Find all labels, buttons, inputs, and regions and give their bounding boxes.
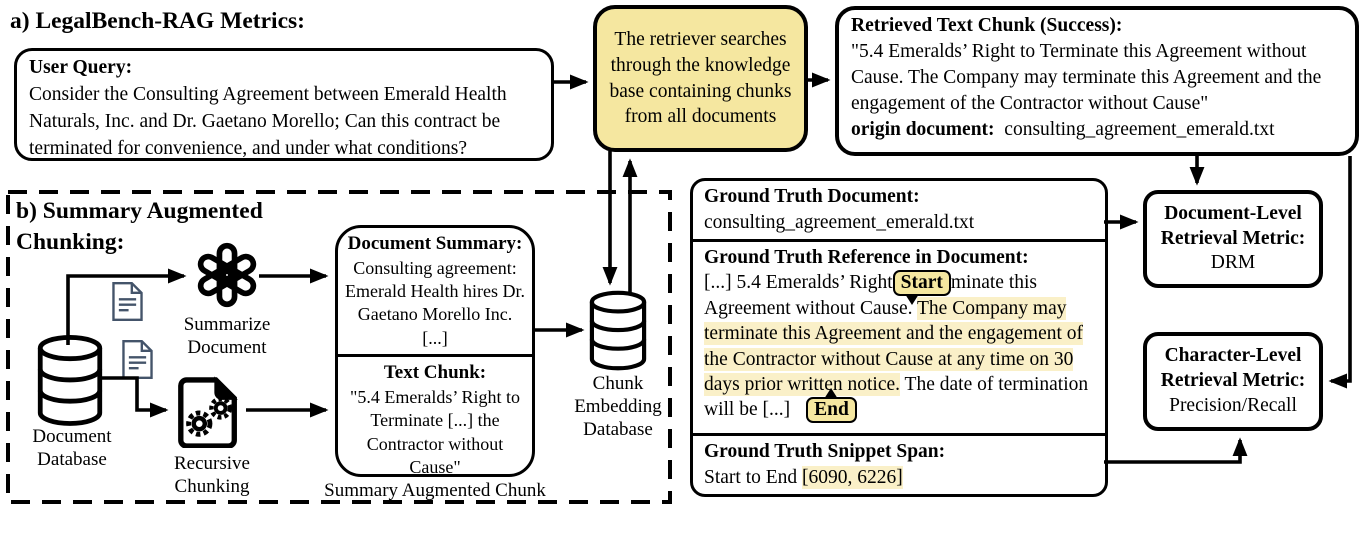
span-prefix-text: Start to End — [704, 467, 798, 489]
character-level-metric-box — [1143, 332, 1323, 431]
gear-icon — [211, 399, 229, 417]
chunk-embedding-database-icon — [588, 290, 648, 372]
summarize-document-label: Summarize Document — [183, 314, 271, 359]
ground-truth-reference-body — [704, 270, 1094, 423]
ground-truth-document-section — [693, 181, 1105, 239]
ground-truth-reference-section — [693, 239, 1105, 433]
retriever-note-text: The retriever searches through the knowledge base containing chunks from all documents — [609, 28, 792, 128]
start-marker-badge: Start — [893, 270, 951, 296]
user-query-box — [14, 48, 554, 161]
retriever-note-box — [593, 5, 808, 152]
document-level-metric-value: DRM — [1210, 252, 1256, 274]
text-chunk-title: Text Chunk: — [383, 362, 487, 384]
text-chunk-section — [338, 354, 532, 483]
document-summary-body: Consulting agreement: Emerald Health hires Dr. Gaetano Morello Inc. [...] — [345, 257, 525, 348]
origin-document-label: origin document: — [851, 118, 995, 140]
gear-icon — [189, 413, 210, 434]
ground-truth-document-value: consulting_agreement_emerald.txt — [704, 211, 975, 233]
ground-truth-span-section — [693, 433, 1105, 494]
retrieved-chunk-title: Retrieved Text Chunk (Success): — [851, 15, 1123, 36]
arrow-span-to-character-metric — [1104, 440, 1240, 462]
ground-truth-span-title: Ground Truth Snippet Span: — [704, 441, 946, 463]
chunk-embedding-database-label: Chunk Embedding Database — [574, 373, 662, 441]
document-level-metric-title: Document-Level Retrieval Metric: — [1160, 202, 1306, 249]
document-level-metric-box — [1143, 190, 1323, 288]
reference-highlight-text: The Company may terminate this Agreement and the engagement of the Contractor without Cause at any time on 30 days prior written notice. — [704, 298, 1084, 396]
database-cylinder-icon — [36, 334, 104, 428]
document-summary-section — [338, 228, 532, 354]
summary-augmented-chunk-box — [335, 225, 535, 477]
reference-pre-text: [...] 5.4 Emeralds’ Right — [704, 272, 893, 294]
character-level-metric-title: Character-Level Retrieval Metric: — [1160, 345, 1306, 392]
retrieved-chunk-quote: "5.4 Emeralds’ Right to Terminate this Agreement without Cause. The Company may terminate this Agreement and the engagement of the Contractor without Cause" — [851, 40, 1322, 114]
arrow-db-to-recursive — [98, 378, 166, 410]
text-chunk-body: "5.4 Emeralds’ Right to Terminate [...] the Contractor without Cause" — [350, 386, 520, 478]
end-marker-badge: End — [806, 397, 857, 423]
document-database-label: Document Database — [32, 426, 112, 471]
span-value-highlight: [6090, 6226] — [802, 467, 903, 489]
retrieved-chunk-box — [835, 6, 1359, 156]
user-query-body: Consider the Consulting Agreement between Emerald Health Naturals, Inc. and Dr. Gaetano Morello; Can this contract be terminated for convenience, and under what conditions? — [29, 83, 507, 159]
reference-post-text: The date of termination will be [...] — [704, 374, 1089, 421]
openai-logo-icon — [193, 241, 261, 309]
file-icon — [121, 339, 154, 380]
database-cylinder-icon — [588, 290, 648, 372]
recursive-chunking-icon — [174, 376, 244, 448]
origin-document-value: consulting_agreement_emerald.txt — [1004, 118, 1275, 140]
section-a-heading: a) LegalBench-RAG Metrics: — [10, 8, 305, 34]
document-summary-title: Document Summary: — [347, 233, 523, 254]
document-database-icon — [36, 334, 104, 428]
ground-truth-box — [690, 178, 1108, 497]
character-level-metric-value: Precision/Recall — [1169, 394, 1297, 416]
section-b-heading: b) Summary Augmented Chunking: — [16, 198, 263, 255]
arrow-chunk-to-character-metric — [1331, 156, 1350, 381]
user-query-title: User Query: — [29, 57, 133, 78]
reference-mid-text: minate this Agreement without Cause. — [704, 272, 1038, 320]
ground-truth-reference-title: Ground Truth Reference in Document: — [704, 246, 1029, 268]
ground-truth-span-line — [704, 465, 1094, 491]
file-icon — [111, 281, 144, 322]
ground-truth-document-title: Ground Truth Document: — [704, 186, 920, 207]
summary-augmented-chunk-caption: Summary Augmented Chunk — [324, 480, 546, 501]
recursive-chunking-label: Recursive Chunking — [174, 453, 250, 498]
